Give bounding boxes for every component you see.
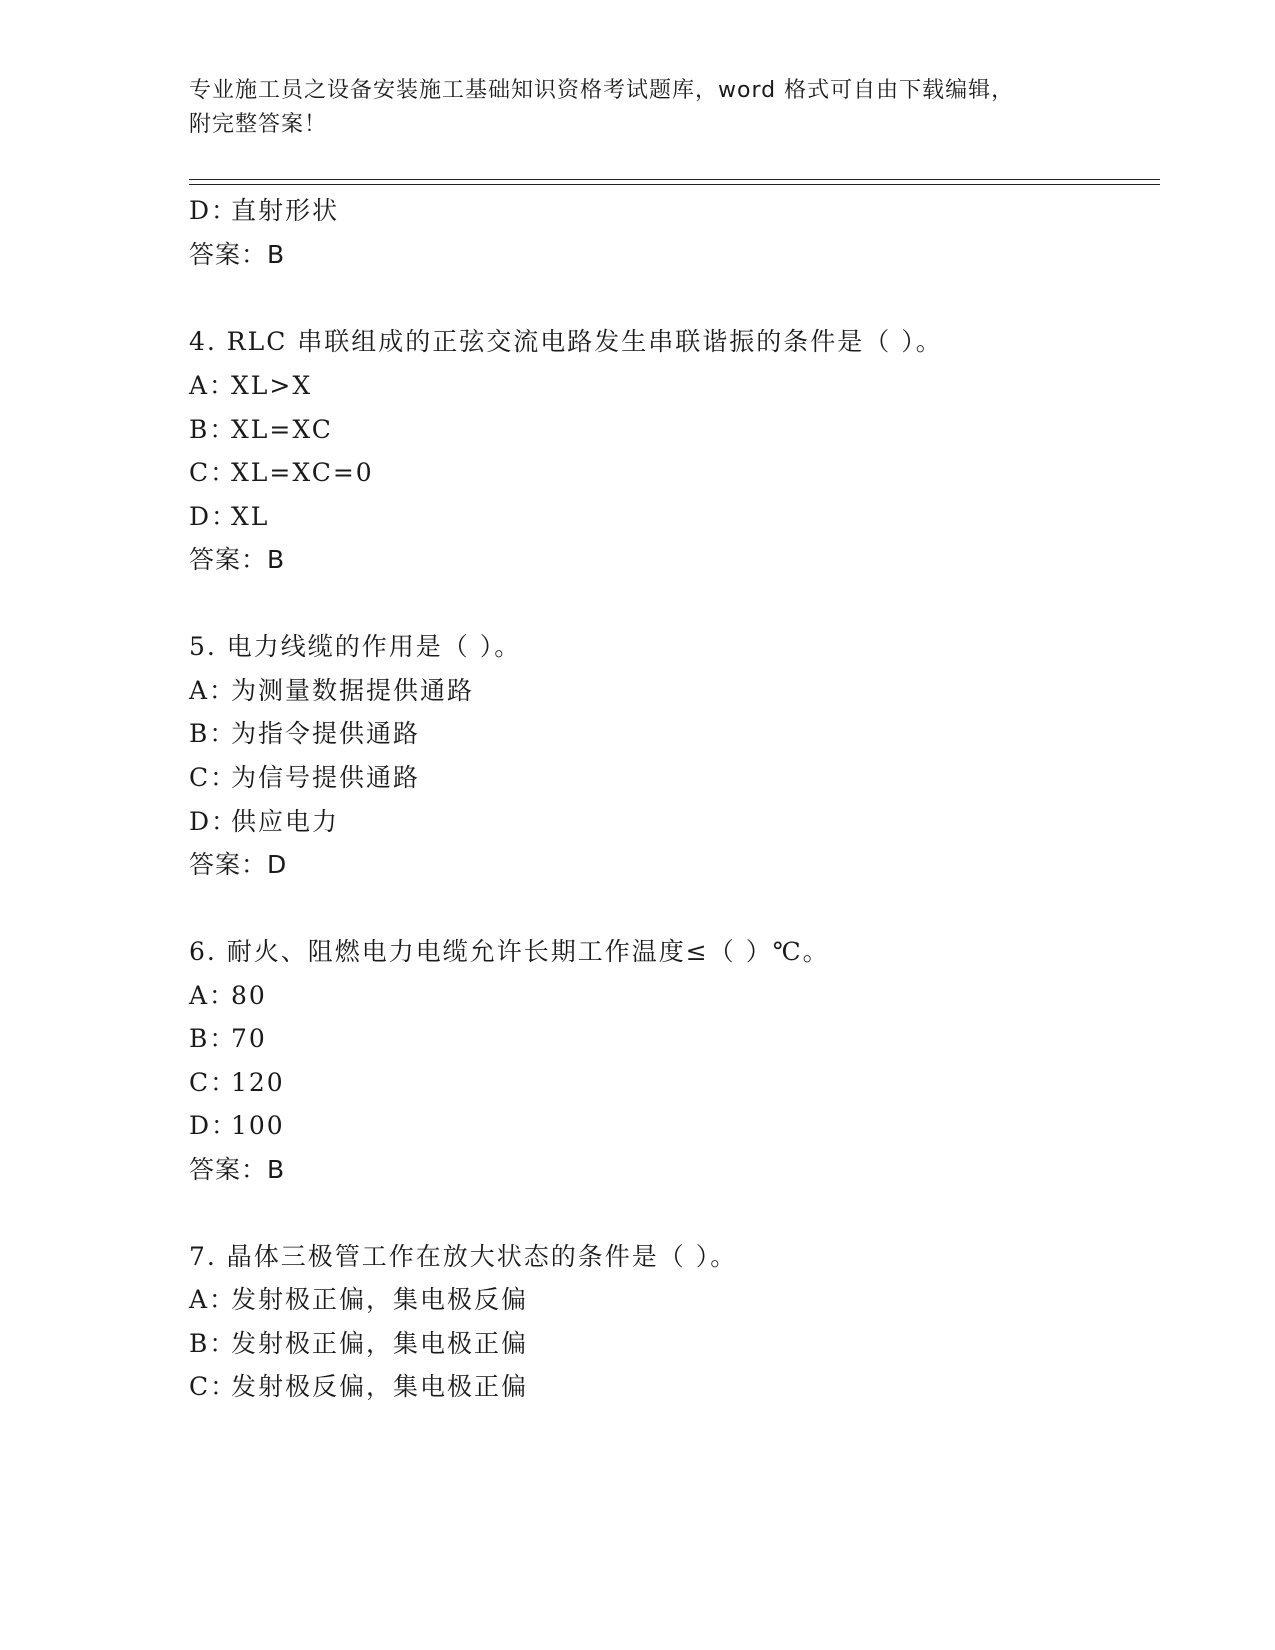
- option-text: 70: [231, 1024, 267, 1053]
- q4-answer: 答案：B: [189, 545, 286, 574]
- q5-option-b: [189, 718, 420, 750]
- q4-option-a: [189, 370, 312, 402]
- option-text: 120: [231, 1068, 285, 1097]
- q4-option-c: [189, 457, 374, 489]
- option-label: D：: [189, 1111, 239, 1140]
- option-text: 发射极正偏，集电极反偏: [231, 1285, 529, 1314]
- option-text: XL>X: [231, 371, 313, 400]
- option-text: 80: [231, 981, 267, 1010]
- q6-option-c: [189, 1067, 285, 1099]
- option-label: D：: [189, 502, 239, 531]
- option-label: A：: [189, 371, 237, 400]
- option-text: 100: [231, 1111, 285, 1140]
- option-text: XL=XC: [231, 415, 333, 444]
- option-text: 供应电力: [231, 807, 340, 836]
- option-text: 发射极反偏，集电极正偏: [231, 1372, 529, 1401]
- q5-option-a: [189, 675, 474, 707]
- option-text: XL: [231, 502, 270, 531]
- option-text: 为测量数据提供通路: [231, 676, 475, 705]
- q3-answer: 答案：B: [189, 240, 286, 269]
- option-label: A：: [189, 676, 237, 705]
- option-label: A：: [189, 1285, 237, 1314]
- q5-option-c: [189, 762, 420, 794]
- q6-option-a: [189, 980, 267, 1012]
- option-label: C：: [189, 1068, 238, 1097]
- option-label: C：: [189, 458, 238, 487]
- option-label: B：: [189, 1024, 237, 1053]
- option-text: 为指令提供通路: [231, 719, 421, 748]
- q7-option-c: [189, 1371, 528, 1403]
- q6-question: 6. 耐火、阻燃电力电缆允许长期工作温度≤（ ）℃。: [189, 937, 830, 966]
- q3-option-d: [189, 195, 339, 227]
- header-rule-top: [189, 179, 1160, 180]
- q4-question: 4. RLC 串联组成的正弦交流电路发生串联谐振的条件是（ ）。: [189, 327, 943, 356]
- q4-option-d: [189, 501, 269, 533]
- header-line-2: 附完整答案！: [189, 112, 328, 137]
- option-text: 为信号提供通路: [231, 763, 421, 792]
- option-text: XL=XC=0: [231, 458, 374, 487]
- option-text: 发射极正偏，集电极正偏: [231, 1329, 529, 1358]
- q6-answer: 答案：B: [189, 1155, 286, 1184]
- q6-option-b: [189, 1023, 267, 1055]
- q4-option-b: [189, 414, 333, 446]
- option-label: D：: [189, 807, 239, 836]
- document-header: [189, 74, 1089, 142]
- q5-option-d: [189, 806, 339, 838]
- q6-option-d: [189, 1110, 285, 1142]
- header-rule-bottom: [189, 184, 1160, 185]
- header-line-1: 专业施工员之设备安装施工基础知识资格考试题库，word 格式可自由下载编辑，: [189, 78, 1015, 103]
- q5-question: 5. 电力线缆的作用是（ ）。: [189, 632, 522, 661]
- option-label: C：: [189, 1372, 238, 1401]
- option-label: C：: [189, 763, 238, 792]
- q7-option-b: [189, 1328, 528, 1360]
- option-label: B：: [189, 1329, 237, 1358]
- q7-option-a: [189, 1284, 528, 1316]
- q7-question: 7. 晶体三极管工作在放大状态的条件是（ ）。: [189, 1242, 738, 1271]
- option-text: 直射形状: [231, 196, 340, 225]
- option-label: A：: [189, 981, 237, 1010]
- option-label: D：: [189, 196, 239, 225]
- option-label: B：: [189, 719, 237, 748]
- option-label: B：: [189, 415, 237, 444]
- q5-answer: 答案：D: [189, 850, 288, 879]
